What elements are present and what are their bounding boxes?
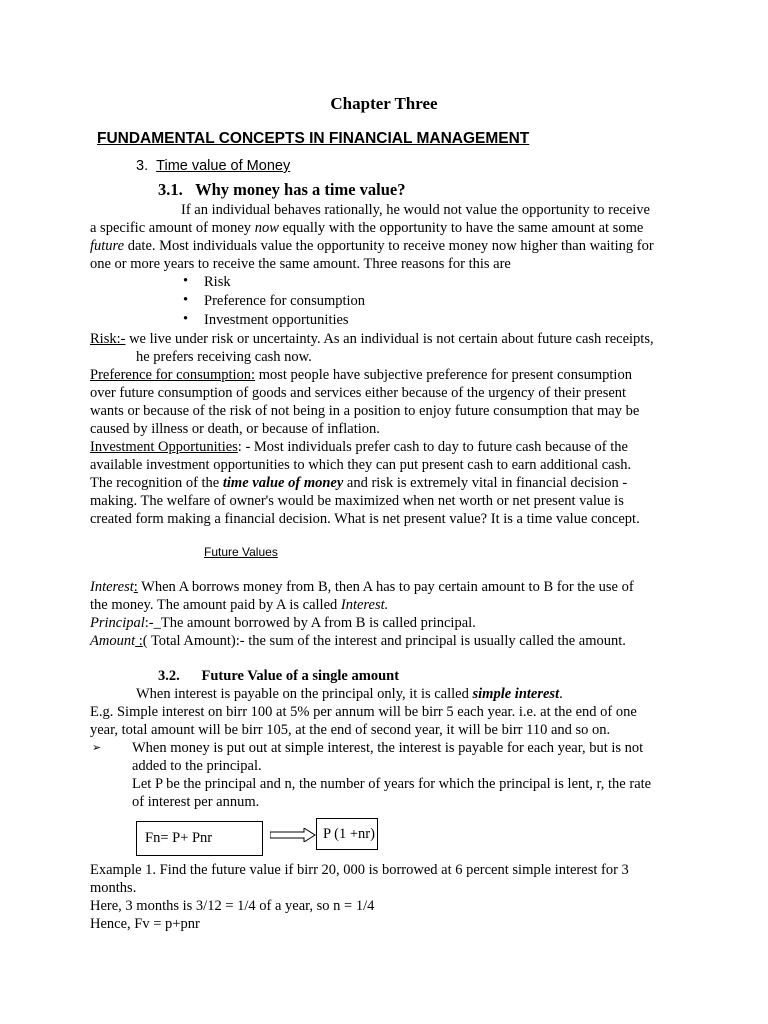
amount-line [90, 632, 626, 650]
formula-left-box: Fn= P+ Pnr [136, 821, 263, 856]
intro-line-1: If an individual behaves rationally, he would not value the opportunity to receive [181, 202, 650, 218]
subsection-1-heading [158, 180, 406, 200]
investment-text: The recognition of the [90, 475, 223, 491]
section-heading [136, 158, 290, 174]
intro-text: date. Most individuals value the opportunity to receive money now higher than waiting for [124, 238, 654, 254]
simple-text: When interest is payable on the principal only, it is called [136, 686, 473, 702]
interest-text: the money. The amount paid by A is called [90, 597, 341, 613]
investment-line-3 [90, 474, 627, 492]
investment-line-2: available investment opportunities to which they can put present cash to earn additional cash. [90, 457, 632, 473]
section-title: Time value of Money [156, 158, 291, 174]
interest-colon: : [133, 579, 138, 595]
example-line-2: months. [90, 880, 137, 896]
main-heading: FUNDAMENTAL CONCEPTS IN FINANCIAL MANAGEMENT [97, 130, 530, 147]
example-line-4: Hence, Fv = p+pnr [90, 916, 200, 932]
investment-line-4: making. The welfare of owner's would be maximized when net worth or net present value is [90, 493, 624, 509]
preference-line-3: wants or because of the risk of not being in a position to enjoy future consumption that may be [90, 403, 640, 419]
bullet-dot: • [183, 292, 189, 308]
investment-line-5: created form making a financial decision. What is net present value? It is a time value concept. [90, 511, 640, 527]
arrow-line-3: Let P be the principal and n, the number of years for which the principal is lent, r, the rate [132, 776, 652, 792]
preference-line-4: caused by illness or death, or because of inflation. [90, 421, 380, 437]
preference-text: most people have subjective preference for present consumption [255, 367, 632, 383]
subsection-1-title: Why money has a time value? [195, 180, 406, 199]
right-arrow-icon [270, 828, 316, 842]
reason-item: Investment opportunities [204, 312, 349, 328]
reason-item: Preference for consumption [204, 293, 366, 309]
simple-emphasis: simple interest [472, 686, 560, 702]
intro-line-4: one or more years to receive the same amount. Three reasons for this are [90, 256, 511, 272]
interest-emphasis: Interest. [340, 597, 389, 613]
risk-label: Risk:- [90, 331, 126, 347]
principal-text: The amount borrowed by A from B is called principal. [160, 615, 476, 631]
section-number: 3. [136, 158, 149, 174]
principal-separator: :-_ [144, 615, 161, 631]
investment-text: and risk is extremely vital in financial decision - [343, 475, 628, 491]
reason-item: Risk [204, 274, 231, 290]
intro-line-3 [90, 237, 654, 255]
risk-line-1 [90, 330, 654, 348]
intro-emphasis-future: future [90, 238, 125, 254]
investment-label: Investment Opportunities [90, 439, 238, 455]
intro-emphasis-now: now [254, 220, 279, 236]
future-values-heading: Future Values [204, 545, 278, 559]
interest-line-2 [90, 596, 388, 614]
subsection-1-number: 3.1. [158, 180, 183, 199]
subsection-2-title: Future Value of a single amount [201, 668, 400, 684]
interest-text: When A borrows money from B, then A has to pay certain amount to B for the use of [137, 579, 634, 595]
interest-line-1 [90, 578, 634, 596]
example-line-1: Example 1. Find the future value if birr 20, 000 is borrowed at 6 percent simple interest for 3 [90, 862, 629, 878]
investment-text: : - Most individuals prefer cash to day to future cash because of the [237, 439, 628, 455]
investment-line-1 [90, 438, 628, 456]
risk-line-2: he prefers receiving cash now. [136, 349, 312, 365]
preference-line-2: over future consumption of goods and services either because of the urgency of their present [90, 385, 627, 401]
investment-emphasis: time value of money [222, 475, 344, 491]
simple-line-3: year, total amount will be birr 105, at the end of second year, it will be birr 110 and so on. [90, 722, 611, 738]
intro-line-2 [90, 219, 643, 237]
preference-label: Preference for consumption: [90, 367, 256, 383]
simple-line-2: E.g. Simple interest on birr 100 at 5% per annum will be birr 5 each year. i.e. at the end of one [90, 704, 637, 720]
intro-text: equally with the opportunity to have the same amount at some [278, 220, 644, 236]
arrow-line-1: When money is put out at simple interest, the interest is payable for each year, but is not [132, 740, 644, 756]
arrow-line-2: added to the principal. [132, 758, 262, 774]
chapter-title: Chapter Three [330, 94, 438, 113]
risk-text: we live under risk or uncertainty. As an individual is not certain about future cash receipts, [125, 331, 654, 347]
preference-line-1 [90, 366, 632, 384]
subsection-2-heading [158, 667, 399, 685]
simple-line-1 [136, 685, 563, 703]
bullet-dot: • [183, 311, 189, 327]
example-line-3: Here, 3 months is 3/12 = 1/4 of a year, so n = 1/4 [90, 898, 375, 914]
intro-text: a specific amount of money [90, 220, 255, 236]
arrowhead-bullet-icon: ➢ [92, 741, 102, 754]
principal-label: Principal [90, 615, 145, 631]
amount-label: Amount [90, 633, 136, 649]
amount-separator: : [135, 633, 143, 649]
subsection-2-number: 3.2. [158, 668, 180, 684]
simple-text: . [559, 686, 563, 702]
amount-text: ( Total Amount):- the sum of the interest and principal is usually called the amount. [142, 633, 626, 649]
bullet-dot: • [183, 273, 189, 289]
formula-right-box: P (1 +nr) [316, 818, 378, 850]
principal-line [90, 614, 476, 632]
arrow-line-4: of interest per annum. [132, 794, 260, 810]
interest-label: Interest [90, 579, 134, 595]
